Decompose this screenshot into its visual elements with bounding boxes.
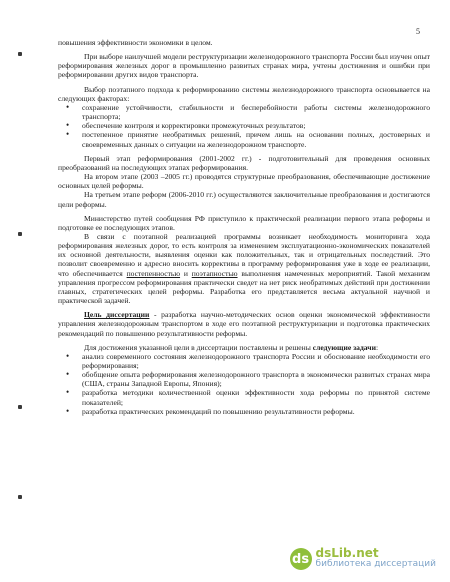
text-run: выполнения намеченных мероприятий. Такой механизм управления прогрессом реформирования практически сведет на нет риск необратимых действий при достижении главных, стратегических целей реформы. Разработка его представляется весьма актуальной научной и практической задачей. [58,268,430,306]
paragraph: На втором этапе (2003 –2005 гг.) проводятся структурные преобразования, обеспечивающие достижение основных целей реформы. [58,172,430,191]
text-run: и [180,268,192,278]
margin-mark [18,52,22,56]
list-item: • постепенное принятие необратимых решений, причем лишь на основании полных, достоверных и своевременных данных о ситуации на железнодорожном транспорте. [58,130,430,148]
underlined-term: поэтапностью [191,268,238,278]
paragraph: повышения эффективности экономики в целом. [58,38,213,47]
watermark [290,548,436,570]
factors-list [58,103,430,149]
paragraph: Министерство путей сообщения РФ приступило к практической реализации первого этапа реформы и подготовке ее последующих этапов. [58,213,430,232]
text-run: : [375,342,379,352]
list-item: • обеспечение контроля и корректировки промежуточных результатов; [58,121,430,130]
watermark-title: dsLib.net [315,546,379,560]
tasks-list [58,352,430,416]
text-run: - разработка научно-методических основ оценки экономической эффективности управления железнодорожным транспортом в ходе его поэтапной реструктуризации и подготовка практических рекомендаций по повышению результативности реформы. [58,310,430,338]
paragraph: Первый этап реформирования (2001-2002 гг.) - подготовительный для проведения основных преобразований на последующих этапах реформирования. [58,153,430,172]
paragraph [58,232,430,305]
underlined-term: постепенностью [126,268,181,278]
paragraph [58,310,430,337]
list-item: • анализ современного состояния железнодорожного транспорта России и обоснование необходимости его реформирования; [58,352,430,370]
watermark-text [316,548,436,570]
list-item: • обобщение опыта реформирования железнодорожного транспорта в экономически развитых странах мира (США, страны Западной Европы, Япония); [58,370,430,388]
paragraph: При выборе наилучшей модели реструктуризации железнодорожного транспорта России был изучен опыт реформирования железных дорог в промышленно развитых странах мира, учтены достижения и ошибки при реформировании других видов транспорта. [58,52,430,80]
watermark-subtitle: библиотека диссертаций [315,559,436,569]
page-number: 5 [416,27,420,36]
paragraph: На третьем этапе реформ (2006-2010 гг.) осуществляются заключительные преобразования и достигаются цели реформы. [58,190,430,209]
document-body [58,38,430,416]
list-item: • разработка методики количественной оценки эффективности хода реформы по принятой системе показателей; [58,388,430,406]
text-run: В связи с поэтапной реализацией программы возникает необходимость мониторинга хода реформирования железных дорог, то есть контроля за изменением эксплуатационно-экономических показателей их основной деятельности, выявления оценки как положительных, так и отрицательных последствий. Это позволит своевременно и адресно вносить коррективы в программу реформирования уже в ходе ее реализации, что обеспечивается [58,231,430,278]
goal-label: Цель диссертации [84,310,150,320]
paragraph [58,343,430,352]
text-run: Для достижения указанной цели в диссертации поставлены и решены [84,342,313,352]
list-item: • сохранение устойчивости, стабильности и бесперебойности работы системы железнодорожного транспорта; [58,103,430,121]
tasks-label: следующие задачи [312,342,376,352]
list-item: • разработка практических рекомендаций по повышению результативности реформы. [58,407,430,416]
margin-mark [18,232,22,236]
watermark-logo-icon: ds [290,548,312,570]
margin-mark [18,405,22,409]
paragraph: Выбор поэтапного подхода к реформированию системы железнодорожного транспорта основывается на следующих факторах: [58,84,430,103]
margin-mark [18,495,22,499]
